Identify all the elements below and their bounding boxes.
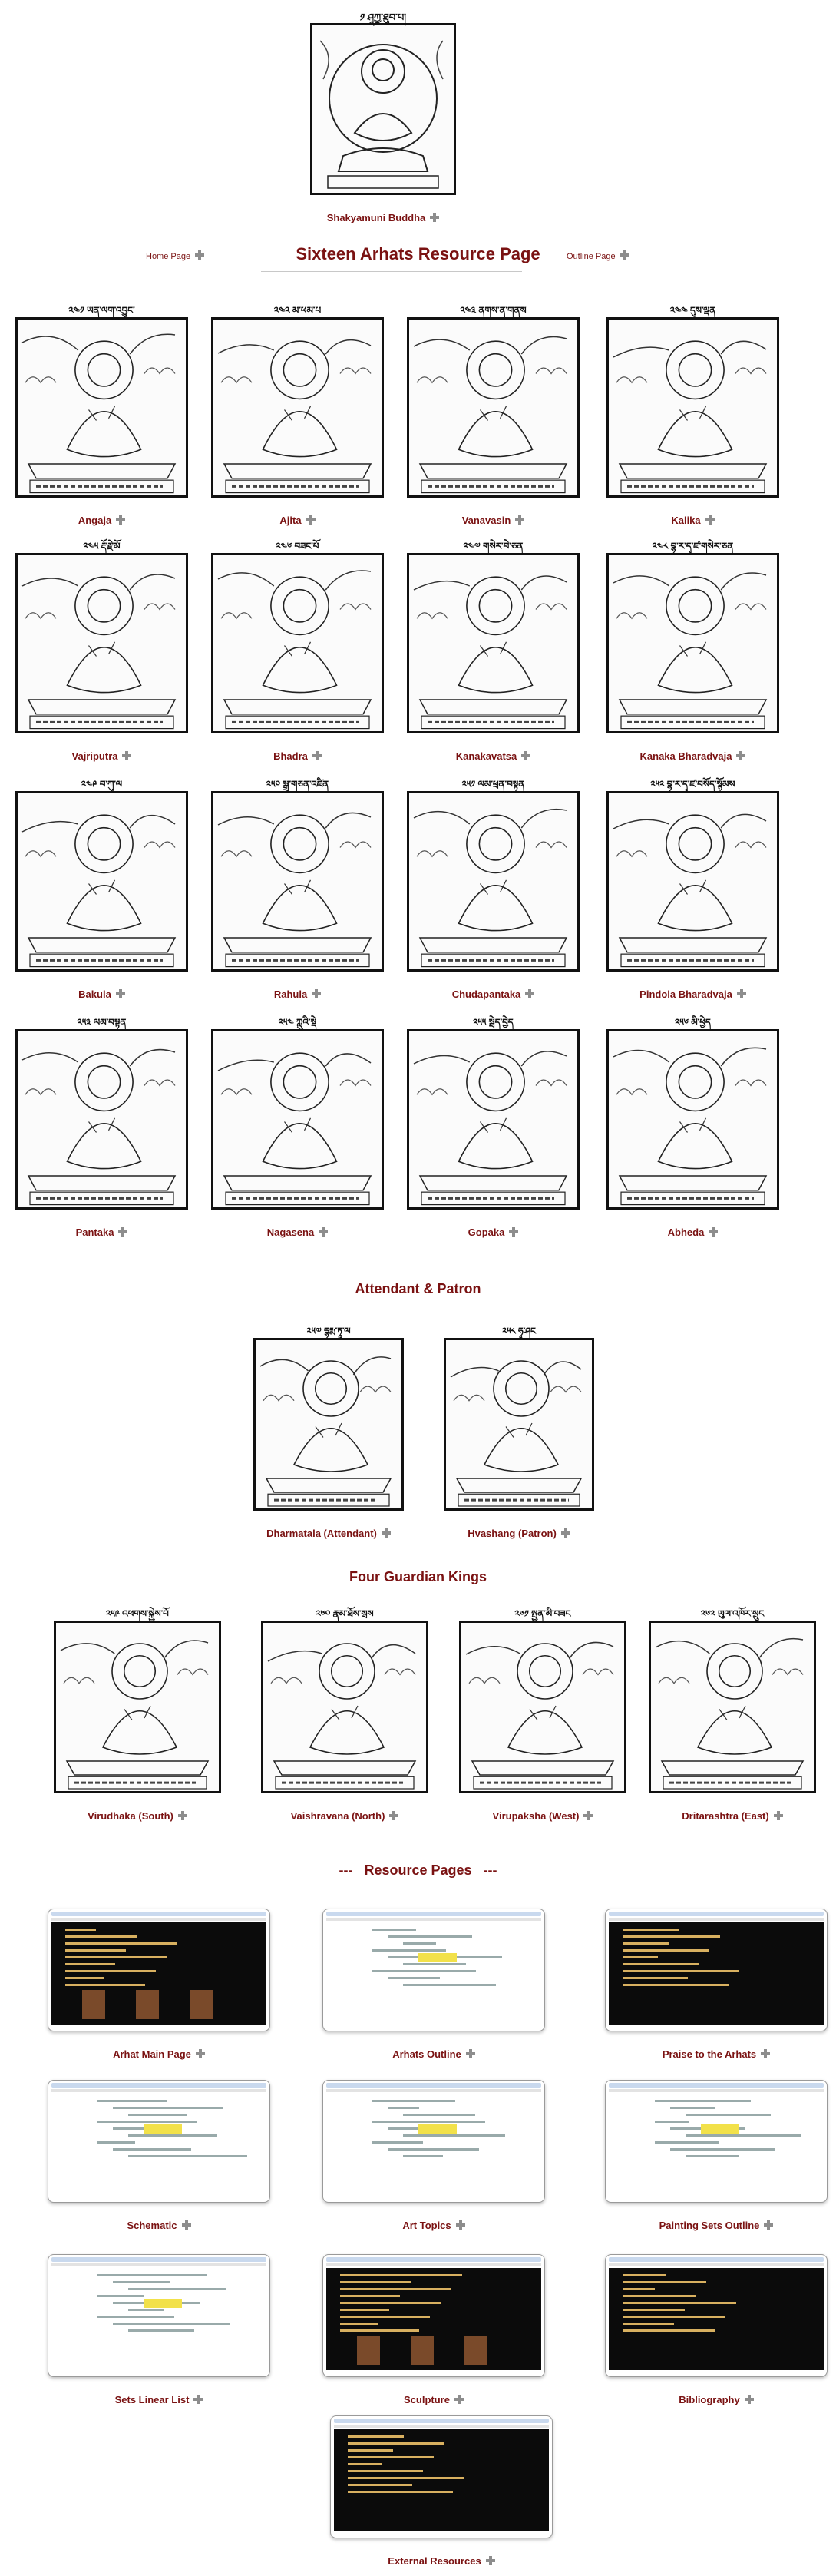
arhat-caption[interactable] [196, 988, 399, 1000]
expand-plus-icon[interactable] [709, 1227, 718, 1237]
guardian-king-tibetan-label: ༢༦༢ ཡུལ་འཁོར་སྲུང [700, 1608, 765, 1619]
arhat-tibetan-label: ༢༤༦ བཟང་པོ [276, 541, 319, 551]
arhat-caption-text: Abheda [667, 1227, 705, 1238]
guardian-king-caption[interactable] [246, 1810, 444, 1822]
arhat-tibetan-label: ༢༤༡ ཡན་ལག་འབྱུང་ [68, 305, 135, 316]
browser-toolbar [326, 2263, 541, 2266]
resource-caption-text: Art Topics [402, 2220, 451, 2231]
resource-caption[interactable] [605, 2220, 828, 2231]
arhat-caption-text: Gopaka [468, 1227, 505, 1238]
arhat-caption-text: Nagasena [266, 1227, 315, 1238]
attendant-caption-text: Hvashang (Patron) [468, 1528, 557, 1539]
expand-plus-icon[interactable] [736, 751, 745, 760]
resource-page-thumbnail[interactable] [48, 2080, 270, 2203]
expand-plus-icon[interactable] [382, 1528, 391, 1538]
expand-plus-icon[interactable] [389, 1811, 398, 1820]
expand-plus-icon[interactable] [515, 515, 524, 525]
browser-toolbar [609, 1918, 824, 1921]
browser-titlebar [326, 2257, 541, 2262]
resource-page-thumbnail[interactable] [322, 2254, 545, 2377]
expand-plus-icon[interactable] [196, 2049, 205, 2058]
browser-toolbar [609, 2263, 824, 2266]
arhat-tibetan-label: ༢༤༩ བ་ཀུ་ལ [81, 779, 123, 790]
resource-caption[interactable] [48, 2394, 270, 2405]
expand-plus-icon[interactable] [116, 515, 125, 525]
guardian-king-tibetan-label: ༢༥༩ འཕགས་སྐྱེས་པོ [106, 1608, 169, 1619]
expand-plus-icon[interactable] [116, 989, 125, 998]
arhat-woodcut-drawing [18, 1031, 186, 1207]
arhat-woodcut-drawing [409, 793, 577, 969]
home-page-link-text: Home Page [146, 252, 191, 261]
expand-plus-icon[interactable] [525, 989, 534, 998]
expand-plus-icon[interactable] [312, 989, 321, 998]
expand-plus-icon[interactable] [521, 751, 530, 760]
browser-titlebar [51, 2257, 266, 2262]
attendant-tibetan-label: ༢༥༧ དྷརྨ་ཏཱ་ལ [306, 1326, 351, 1336]
expand-plus-icon[interactable] [705, 515, 715, 525]
browser-titlebar [609, 2257, 824, 2262]
arhat-woodcut-drawing [213, 793, 382, 969]
guardian-king-caption-text: Dritarashtra (East) [682, 1810, 769, 1822]
page-preview [609, 1922, 824, 2025]
expand-plus-icon[interactable] [122, 751, 131, 760]
title-underline [261, 271, 522, 272]
guardian-king-caption[interactable] [38, 1810, 236, 1822]
expand-plus-icon[interactable] [182, 2220, 191, 2230]
resource-caption-text: External Resources [388, 2555, 481, 2567]
arhat-woodcut-drawing [609, 555, 777, 731]
resource-caption[interactable] [48, 2048, 270, 2060]
attendant-caption[interactable] [238, 1528, 419, 1539]
arhat-tibetan-label: ༢༤༨ བྷ་ར་དྭ་ཛ་གསེར་ཅན [652, 541, 734, 551]
browser-toolbar [334, 2425, 549, 2428]
expand-plus-icon[interactable] [509, 1227, 518, 1237]
arhat-tibetan-label: ༢༤༥ རྡོ་རྗེ་མོ [83, 541, 121, 551]
buddha-tibetan-label: ༡ ཤཱཀྱ་ཐུབ་པ། [359, 12, 407, 23]
expand-plus-icon[interactable] [456, 2220, 465, 2230]
arhat-tibetan-label: ༢༥༢ བྷ་ར་དྭ་ཛ་བསོད་སྙོམས [650, 779, 735, 790]
guardian-king-caption-text: Virudhaka (South) [88, 1810, 173, 1822]
arhat-tibetan-label: ༢༥༡ ལམ་ཕྲན་བསྟན [461, 779, 525, 790]
arhat-tibetan-label: ༢༤༣ ནགས་ན་གནས [460, 305, 527, 316]
arhat-caption[interactable] [392, 1227, 595, 1238]
arhat-caption-text: Rahula [273, 988, 308, 1000]
arhat-image[interactable] [15, 553, 188, 733]
arhat-caption[interactable] [591, 988, 795, 1000]
browser-titlebar [51, 1912, 266, 1916]
arhat-tibetan-label: ༢༥༣ ལམ་བསྟན [77, 1017, 127, 1028]
arhat-tibetan-label: ༢༤༤ དུས་ལྡན [669, 305, 716, 316]
browser-toolbar [51, 2263, 266, 2266]
browser-titlebar [334, 2419, 549, 2423]
arhat-woodcut-drawing [18, 793, 186, 969]
expand-plus-icon[interactable] [620, 250, 629, 260]
buddha-woodcut-drawing [312, 25, 454, 193]
page-preview [51, 1922, 266, 2025]
arhat-image[interactable] [15, 791, 188, 972]
expand-plus-icon[interactable] [178, 1811, 187, 1820]
attendant-caption[interactable] [428, 1528, 610, 1539]
arhat-image[interactable] [407, 1029, 580, 1210]
resource-caption[interactable] [322, 2220, 545, 2231]
arhat-caption-text: Bhadra [273, 750, 308, 762]
arhat-woodcut-drawing [263, 1623, 426, 1791]
arhat-tibetan-label: ༢༥༤ ཀླུའི་སྡེ [278, 1017, 317, 1028]
resource-caption[interactable] [605, 2394, 828, 2405]
resource-caption-text: Bibliography [679, 2394, 740, 2405]
arhat-image[interactable] [15, 317, 188, 498]
arhat-tibetan-label: ༢༤༧ གསེར་བེ་ཅན [463, 541, 524, 551]
resource-caption[interactable] [48, 2220, 270, 2231]
arhat-woodcut-drawing [256, 1340, 401, 1508]
arhat-caption-text: Chudapantaka [451, 988, 521, 1000]
resource-caption[interactable] [322, 2394, 545, 2405]
outline-page-link[interactable] [567, 250, 629, 261]
arhat-caption[interactable] [392, 750, 595, 762]
resource-page-thumbnail[interactable] [322, 2080, 545, 2203]
arhat-image[interactable] [15, 1029, 188, 1210]
arhat-caption[interactable] [196, 750, 399, 762]
arhat-woodcut-drawing [409, 555, 577, 731]
arhat-image[interactable] [606, 791, 779, 972]
arhat-woodcut-drawing [651, 1623, 814, 1791]
resource-page-thumbnail[interactable] [605, 2254, 828, 2377]
expand-plus-icon[interactable] [774, 1811, 783, 1820]
arhat-caption-text: Vajriputra [71, 750, 118, 762]
guardian-king-image[interactable] [649, 1621, 816, 1793]
browser-toolbar [326, 1918, 541, 1921]
expand-plus-icon[interactable] [745, 2395, 754, 2404]
resources-section-title: --- Resource Pages --- [339, 1862, 497, 1878]
browser-titlebar [609, 1912, 824, 1916]
arhat-woodcut-drawing [18, 555, 186, 731]
page-preview [51, 2094, 266, 2196]
arhat-woodcut-drawing [213, 1031, 382, 1207]
arhat-woodcut-drawing [213, 555, 382, 731]
arhat-image[interactable] [606, 553, 779, 733]
arhat-image[interactable] [407, 553, 580, 733]
arhat-caption[interactable] [196, 1227, 399, 1238]
guardian-king-caption-text: Vaishravana (North) [290, 1810, 385, 1822]
resource-page-thumbnail[interactable] [605, 2080, 828, 2203]
browser-toolbar [51, 2089, 266, 2092]
browser-titlebar [609, 2083, 824, 2088]
browser-titlebar [51, 2083, 266, 2088]
arhat-woodcut-drawing [18, 320, 186, 495]
expand-plus-icon[interactable] [118, 1227, 127, 1237]
expand-plus-icon[interactable] [312, 751, 322, 760]
arhat-image[interactable] [211, 317, 384, 498]
resource-caption-text: Sculpture [404, 2394, 450, 2405]
arhat-image[interactable] [211, 1029, 384, 1210]
guardian-king-image[interactable] [261, 1621, 428, 1793]
arhat-tibetan-label: ༢༥༥ སྦེད་བྱེད [473, 1017, 514, 1028]
resource-caption-text: Sets Linear List [114, 2394, 190, 2405]
resource-caption[interactable] [330, 2555, 553, 2567]
arhat-caption[interactable] [0, 515, 203, 526]
arhat-caption-text: Ajita [279, 515, 302, 526]
page-preview [609, 2094, 824, 2196]
arhat-caption[interactable] [591, 750, 795, 762]
attendant-image[interactable] [444, 1338, 594, 1511]
arhat-caption[interactable] [392, 988, 595, 1000]
attendant-tibetan-label: ༢༥༨ ཧྭ་ཤང [502, 1326, 536, 1336]
home-page-link[interactable] [146, 250, 204, 261]
resource-page-thumbnail[interactable] [605, 1909, 828, 2031]
arhat-caption[interactable] [591, 515, 795, 526]
arhat-caption[interactable] [392, 515, 595, 526]
expand-plus-icon[interactable] [319, 1227, 328, 1237]
expand-plus-icon[interactable] [761, 2049, 770, 2058]
arhat-tibetan-label: ༢༥༦ མི་ཕྱེད [675, 1017, 711, 1028]
arhat-caption-text: Kanaka Bharadvaja [639, 750, 732, 762]
buddha-caption-text: Shakyamuni Buddha [326, 212, 426, 223]
expand-plus-icon[interactable] [193, 2395, 203, 2404]
arhat-tibetan-label: ༢༤༢ མ་ཕམ་པ [273, 305, 322, 316]
page-preview [326, 1922, 541, 2025]
arhat-caption-text: Vanavasin [461, 515, 511, 526]
arhat-caption-text: Bakula [78, 988, 111, 1000]
guardian-king-tibetan-label: ༢༦༠ རྣམ་ཐོས་སྲས [316, 1608, 374, 1619]
page-title: Sixteen Arhats Resource Page [296, 244, 540, 263]
guardian-king-tibetan-label: ༢༦༡ སྤྱན་མི་བཟང [514, 1608, 571, 1619]
page-preview [609, 2268, 824, 2370]
attendant-caption-text: Dharmatala (Attendant) [266, 1528, 377, 1539]
resource-caption-text: Painting Sets Outline [659, 2220, 760, 2231]
arhat-caption[interactable] [591, 1227, 795, 1238]
page-preview [326, 2094, 541, 2196]
arhat-caption-text: Pindola Bharadvaja [639, 988, 732, 1000]
page-preview [51, 2268, 266, 2370]
arhat-tibetan-label: ༢༥༠ སྒྲ་གཅན་འཛིན [266, 779, 329, 790]
expand-plus-icon[interactable] [583, 1811, 593, 1820]
arhat-caption-text: Pantaka [75, 1227, 114, 1238]
expand-plus-icon[interactable] [737, 989, 746, 998]
guardian-king-caption[interactable] [633, 1810, 831, 1822]
expand-plus-icon[interactable] [454, 2395, 464, 2404]
guardian-king-caption-text: Virupaksha (West) [492, 1810, 580, 1822]
arhat-woodcut-drawing [446, 1340, 592, 1508]
arhat-caption-text: Kalika [671, 515, 701, 526]
resource-page-thumbnail[interactable] [48, 1909, 270, 2031]
resource-caption[interactable] [322, 2048, 545, 2060]
arhat-caption[interactable] [0, 1227, 203, 1238]
resource-page-thumbnail[interactable] [330, 2415, 553, 2538]
attendant-image[interactable] [253, 1338, 404, 1511]
arhat-image[interactable] [211, 553, 384, 733]
arhat-woodcut-drawing [56, 1623, 219, 1791]
browser-toolbar [326, 2089, 541, 2092]
page-preview [334, 2429, 549, 2531]
arhat-caption-text: Kanakavatsa [455, 750, 517, 762]
browser-titlebar [326, 1912, 541, 1916]
arhat-image[interactable] [407, 317, 580, 498]
resource-caption-text: Schematic [127, 2220, 177, 2231]
arhat-woodcut-drawing [213, 320, 382, 495]
arhat-image[interactable] [606, 317, 779, 498]
arhat-caption[interactable] [0, 750, 203, 762]
resource-caption-text: Arhat Main Page [113, 2048, 191, 2060]
guardians-section-title: Four Guardian Kings [349, 1569, 487, 1584]
browser-toolbar [51, 1918, 266, 1921]
resource-caption[interactable] [605, 2048, 828, 2060]
browser-toolbar [609, 2089, 824, 2092]
expand-plus-icon[interactable] [195, 250, 204, 260]
attendant-section-title: Attendant & Patron [355, 1281, 481, 1296]
arhat-woodcut-drawing [609, 1031, 777, 1207]
arhat-caption-text: Angaja [78, 515, 112, 526]
expand-plus-icon[interactable] [430, 213, 439, 222]
arhat-woodcut-drawing [461, 1623, 624, 1791]
arhat-caption[interactable] [0, 988, 203, 1000]
arhat-image[interactable] [606, 1029, 779, 1210]
buddha-caption[interactable] [310, 212, 456, 223]
arhat-woodcut-drawing [609, 793, 777, 969]
resource-caption-text: Praise to the Arhats [662, 2048, 757, 2060]
expand-plus-icon[interactable] [486, 2556, 495, 2565]
expand-plus-icon[interactable] [466, 2049, 475, 2058]
resource-page-thumbnail[interactable] [322, 1909, 545, 2031]
arhat-image[interactable] [407, 791, 580, 972]
arhat-woodcut-drawing [409, 320, 577, 495]
arhat-woodcut-drawing [409, 1031, 577, 1207]
arhat-woodcut-drawing [609, 320, 777, 495]
guardian-king-image[interactable] [54, 1621, 221, 1793]
arhat-image[interactable] [211, 791, 384, 972]
outline-page-link-text: Outline Page [567, 252, 616, 261]
arhat-caption[interactable] [196, 515, 399, 526]
resource-caption-text: Arhats Outline [392, 2048, 461, 2060]
guardian-king-caption[interactable] [444, 1810, 642, 1822]
resource-page-thumbnail[interactable] [48, 2254, 270, 2377]
shakyamuni-buddha-image[interactable] [310, 23, 456, 195]
page-preview [326, 2268, 541, 2370]
expand-plus-icon[interactable] [306, 515, 316, 525]
browser-titlebar [326, 2083, 541, 2088]
guardian-king-image[interactable] [459, 1621, 626, 1793]
expand-plus-icon[interactable] [764, 2220, 773, 2230]
expand-plus-icon[interactable] [561, 1528, 570, 1538]
